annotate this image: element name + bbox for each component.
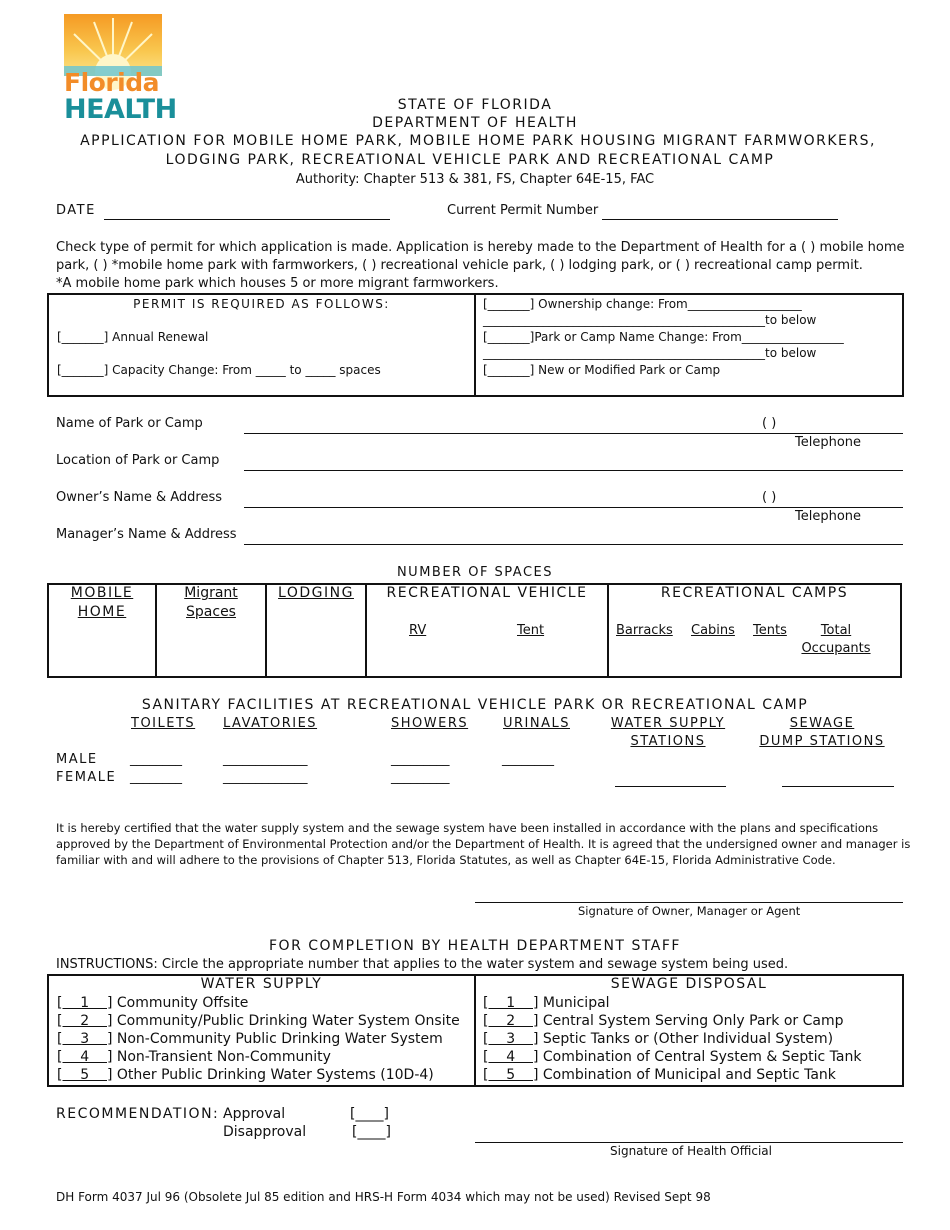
sewage-option-4[interactable] [483, 1049, 861, 1067]
sewage-option-num: [ 2 ] [483, 1013, 539, 1029]
water-option-num: [ 5 ] [57, 1067, 113, 1083]
water-option-1[interactable] [57, 995, 460, 1013]
new-modified-option[interactable]: [_______] New or Modified Park or Camp [483, 363, 721, 377]
water-option-5[interactable] [57, 1067, 460, 1085]
staff-section-title: FOR COMPLETION BY HEALTH DEPARTMENT STAFF [269, 938, 681, 954]
urinals-header: URINALS [503, 716, 570, 731]
park-phone-paren: ( ) [762, 416, 777, 431]
lodging-header: LODGING [278, 585, 354, 601]
water-supply-heading: WATER SUPPLY [200, 976, 323, 992]
owner-phone-paren: ( ) [762, 490, 777, 505]
intro-line-2: park, ( ) *mobile home park with farmworkers, ( ) recreational vehicle park, ( ) lodging park, or ( ) recreational camp permit. [56, 258, 863, 273]
header-title-line2: LODGING PARK, RECREATIONAL VEHICLE PARK AND RECREATIONAL CAMP [165, 152, 775, 168]
logo-word-florida: Florida [64, 68, 159, 97]
staff-instructions: INSTRUCTIONS: Circle the appropriate number that applies to the water system and sewage system being used. [56, 957, 789, 972]
form-footer: DH Form 4037 Jul 96 (Obsolete Jul 85 edition and HRS-H Form 4034 which may not be used) Revised Sept 98 [56, 1190, 711, 1204]
sewage-option-label: Central System Serving Only Park or Camp [542, 1013, 844, 1029]
sewage-option-3[interactable] [483, 1031, 861, 1049]
approval-label: Approval [223, 1106, 286, 1122]
dump-stations-field[interactable] [782, 786, 894, 787]
owner-signature-label: Signature of Owner, Manager or Agent [578, 904, 801, 918]
health-official-signature-label: Signature of Health Official [610, 1144, 772, 1158]
male-toilets-field[interactable]: ________ [130, 752, 182, 767]
water-option-num: [ 4 ] [57, 1049, 113, 1065]
park-telephone-label: Telephone [795, 435, 862, 450]
female-showers-field[interactable]: _________ [391, 770, 450, 785]
permit-number-field[interactable] [602, 219, 838, 220]
sewage-option-label: Septic Tanks or (Other Individual System) [542, 1031, 834, 1047]
approval-checkbox[interactable]: [____] [350, 1106, 389, 1122]
certification-line-1: It is hereby certified that the water supply system and the sewage system have been installed in accordance with the plans and specifications [56, 821, 879, 835]
sewage-option-5[interactable] [483, 1067, 861, 1085]
header-authority: Authority: Chapter 513 & 381, FS, Chapter 64E-15, FAC [295, 172, 655, 187]
owner-field[interactable] [244, 507, 903, 508]
rv-subheader: RV [409, 623, 427, 638]
permit-box-divider [474, 293, 476, 397]
female-lavatories-field[interactable]: _____________ [223, 770, 308, 785]
intro-line-1: Check type of permit for which application is made. Application is hereby made to the Department of Health for a ( ) mobile home [56, 240, 905, 255]
manager-field[interactable] [244, 544, 903, 545]
female-toilets-field[interactable]: ________ [130, 770, 182, 785]
manager-label: Manager’s Name & Address [56, 527, 237, 542]
sewage-option-label: Combination of Municipal and Septic Tank [542, 1067, 836, 1083]
male-label: MALE [56, 752, 98, 767]
sewage-option-num: [ 1 ] [483, 995, 539, 1011]
sewage-option-num: [ 3 ] [483, 1031, 539, 1047]
capacity-change-option[interactable]: [_______] Capacity Change: From _____ to _____ spaces [57, 363, 381, 377]
date-label: DATE [56, 203, 96, 218]
migrant-header-1: Migrant [184, 585, 238, 601]
name-change-option[interactable]: [_______]Park or Camp Name Change: From_________________ [483, 330, 844, 344]
tents-subheader: Tents [753, 623, 787, 638]
sewage-option-label: Combination of Central System & Septic Tank [542, 1049, 862, 1065]
header-department: DEPARTMENT OF HEALTH [372, 115, 578, 131]
water-option-num: [ 2 ] [57, 1013, 113, 1029]
sewage-option-num: [ 5 ] [483, 1067, 539, 1083]
recommendation-label: RECOMMENDATION: [56, 1106, 220, 1122]
ownership-change-line2: _______________________________________________to below [483, 313, 817, 327]
park-name-field[interactable] [244, 433, 903, 434]
migrant-header-2: Spaces [186, 604, 236, 620]
camps-header: RECREATIONAL CAMPS [660, 585, 849, 601]
certification-line-2: approved by the Department of Environmental Protection and/or the Department of Health. It is agreed that the undersigned owner and manager is [56, 837, 911, 851]
tent-subheader: Tent [517, 623, 545, 638]
water-option-num: [ 1 ] [57, 995, 113, 1011]
water-option-label: Community/Public Drinking Water System Onsite [116, 1013, 460, 1029]
female-label: FEMALE [56, 770, 117, 785]
water-option-4[interactable] [57, 1049, 460, 1067]
ownership-change-option[interactable]: [_______] Ownership change: From___________________ [483, 297, 802, 311]
header-title-line1: APPLICATION FOR MOBILE HOME PARK, MOBILE HOME PARK HOUSING MIGRANT FARMWORKERS, [80, 133, 876, 149]
certification-line-3: familiar with and will adhere to the provisions of Chapter 513, Florida Statutes, as well as Chapter 64E-15, Florida Administrative Code. [56, 853, 836, 867]
male-urinals-field[interactable]: ________ [502, 752, 554, 767]
park-name-label: Name of Park or Camp [56, 416, 203, 431]
showers-header: SHOWERS [391, 716, 469, 731]
mobile-home-header-2: HOME [77, 604, 127, 620]
water-option-label: Other Public Drinking Water Systems (10D-4) [116, 1067, 434, 1083]
water-option-2[interactable] [57, 1013, 460, 1031]
male-showers-field[interactable]: _________ [391, 752, 450, 767]
intro-line-3: *A mobile home park which houses 5 or more migrant farmworkers. [56, 276, 499, 291]
total-subheader-1: Total [820, 623, 852, 638]
water-option-label: Non-Community Public Drinking Water System [116, 1031, 443, 1047]
location-field[interactable] [244, 470, 903, 471]
water-stations-header-1: WATER SUPPLY [610, 716, 726, 731]
sewage-option-num: [ 4 ] [483, 1049, 539, 1065]
annual-renewal-option[interactable]: [_______] Annual Renewal [57, 330, 209, 344]
permit-number-label: Current Permit Number [447, 203, 599, 218]
water-supply-list [57, 995, 460, 1085]
barracks-subheader: Barracks [616, 623, 673, 638]
rv-park-header: RECREATIONAL VEHICLE [386, 585, 588, 601]
spaces-title: NUMBER OF SPACES [396, 565, 554, 580]
water-option-3[interactable] [57, 1031, 460, 1049]
health-official-signature-field[interactable] [475, 1142, 903, 1143]
male-lavatories-field[interactable]: _____________ [223, 752, 308, 767]
toilets-header: TOILETS [131, 716, 196, 731]
location-label: Location of Park or Camp [56, 453, 220, 468]
water-option-label: Community Offsite [116, 995, 249, 1011]
mobile-home-header-1: MOBILE [70, 585, 134, 601]
water-stations-header-2: STATIONS [630, 734, 706, 749]
dump-stations-header-1: SEWAGE [789, 716, 855, 731]
dump-stations-header-2: DUMP STATIONS [759, 734, 885, 749]
header-state: STATE OF FLORIDA [397, 97, 553, 113]
sewage-option-2[interactable] [483, 1013, 861, 1031]
logo-word-health: HEALTH [64, 94, 177, 125]
name-change-line2: _______________________________________________to below [483, 346, 817, 360]
owner-label: Owner’s Name & Address [56, 490, 223, 505]
sanitary-title: SANITARY FACILITIES AT RECREATIONAL VEHICLE PARK OR RECREATIONAL CAMP [141, 697, 809, 713]
cabins-subheader: Cabins [691, 623, 735, 638]
sewage-disposal-list [483, 995, 861, 1085]
date-field[interactable] [104, 219, 390, 220]
total-subheader-2: Occupants [801, 641, 871, 656]
disapproval-label: Disapproval [223, 1124, 307, 1140]
permit-box-heading: PERMIT IS REQUIRED AS FOLLOWS: [133, 297, 390, 311]
disapproval-checkbox[interactable]: [____] [352, 1124, 391, 1140]
sewage-disposal-heading: SEWAGE DISPOSAL [610, 976, 768, 992]
sewage-option-1[interactable] [483, 995, 861, 1013]
owner-signature-field[interactable] [475, 902, 903, 903]
lavatories-header: LAVATORIES [223, 716, 318, 731]
water-option-num: [ 3 ] [57, 1031, 113, 1047]
sewage-option-label: Municipal [542, 995, 610, 1011]
owner-telephone-label: Telephone [795, 509, 862, 524]
water-stations-field[interactable] [615, 786, 726, 787]
water-option-label: Non-Transient Non-Community [116, 1049, 331, 1065]
